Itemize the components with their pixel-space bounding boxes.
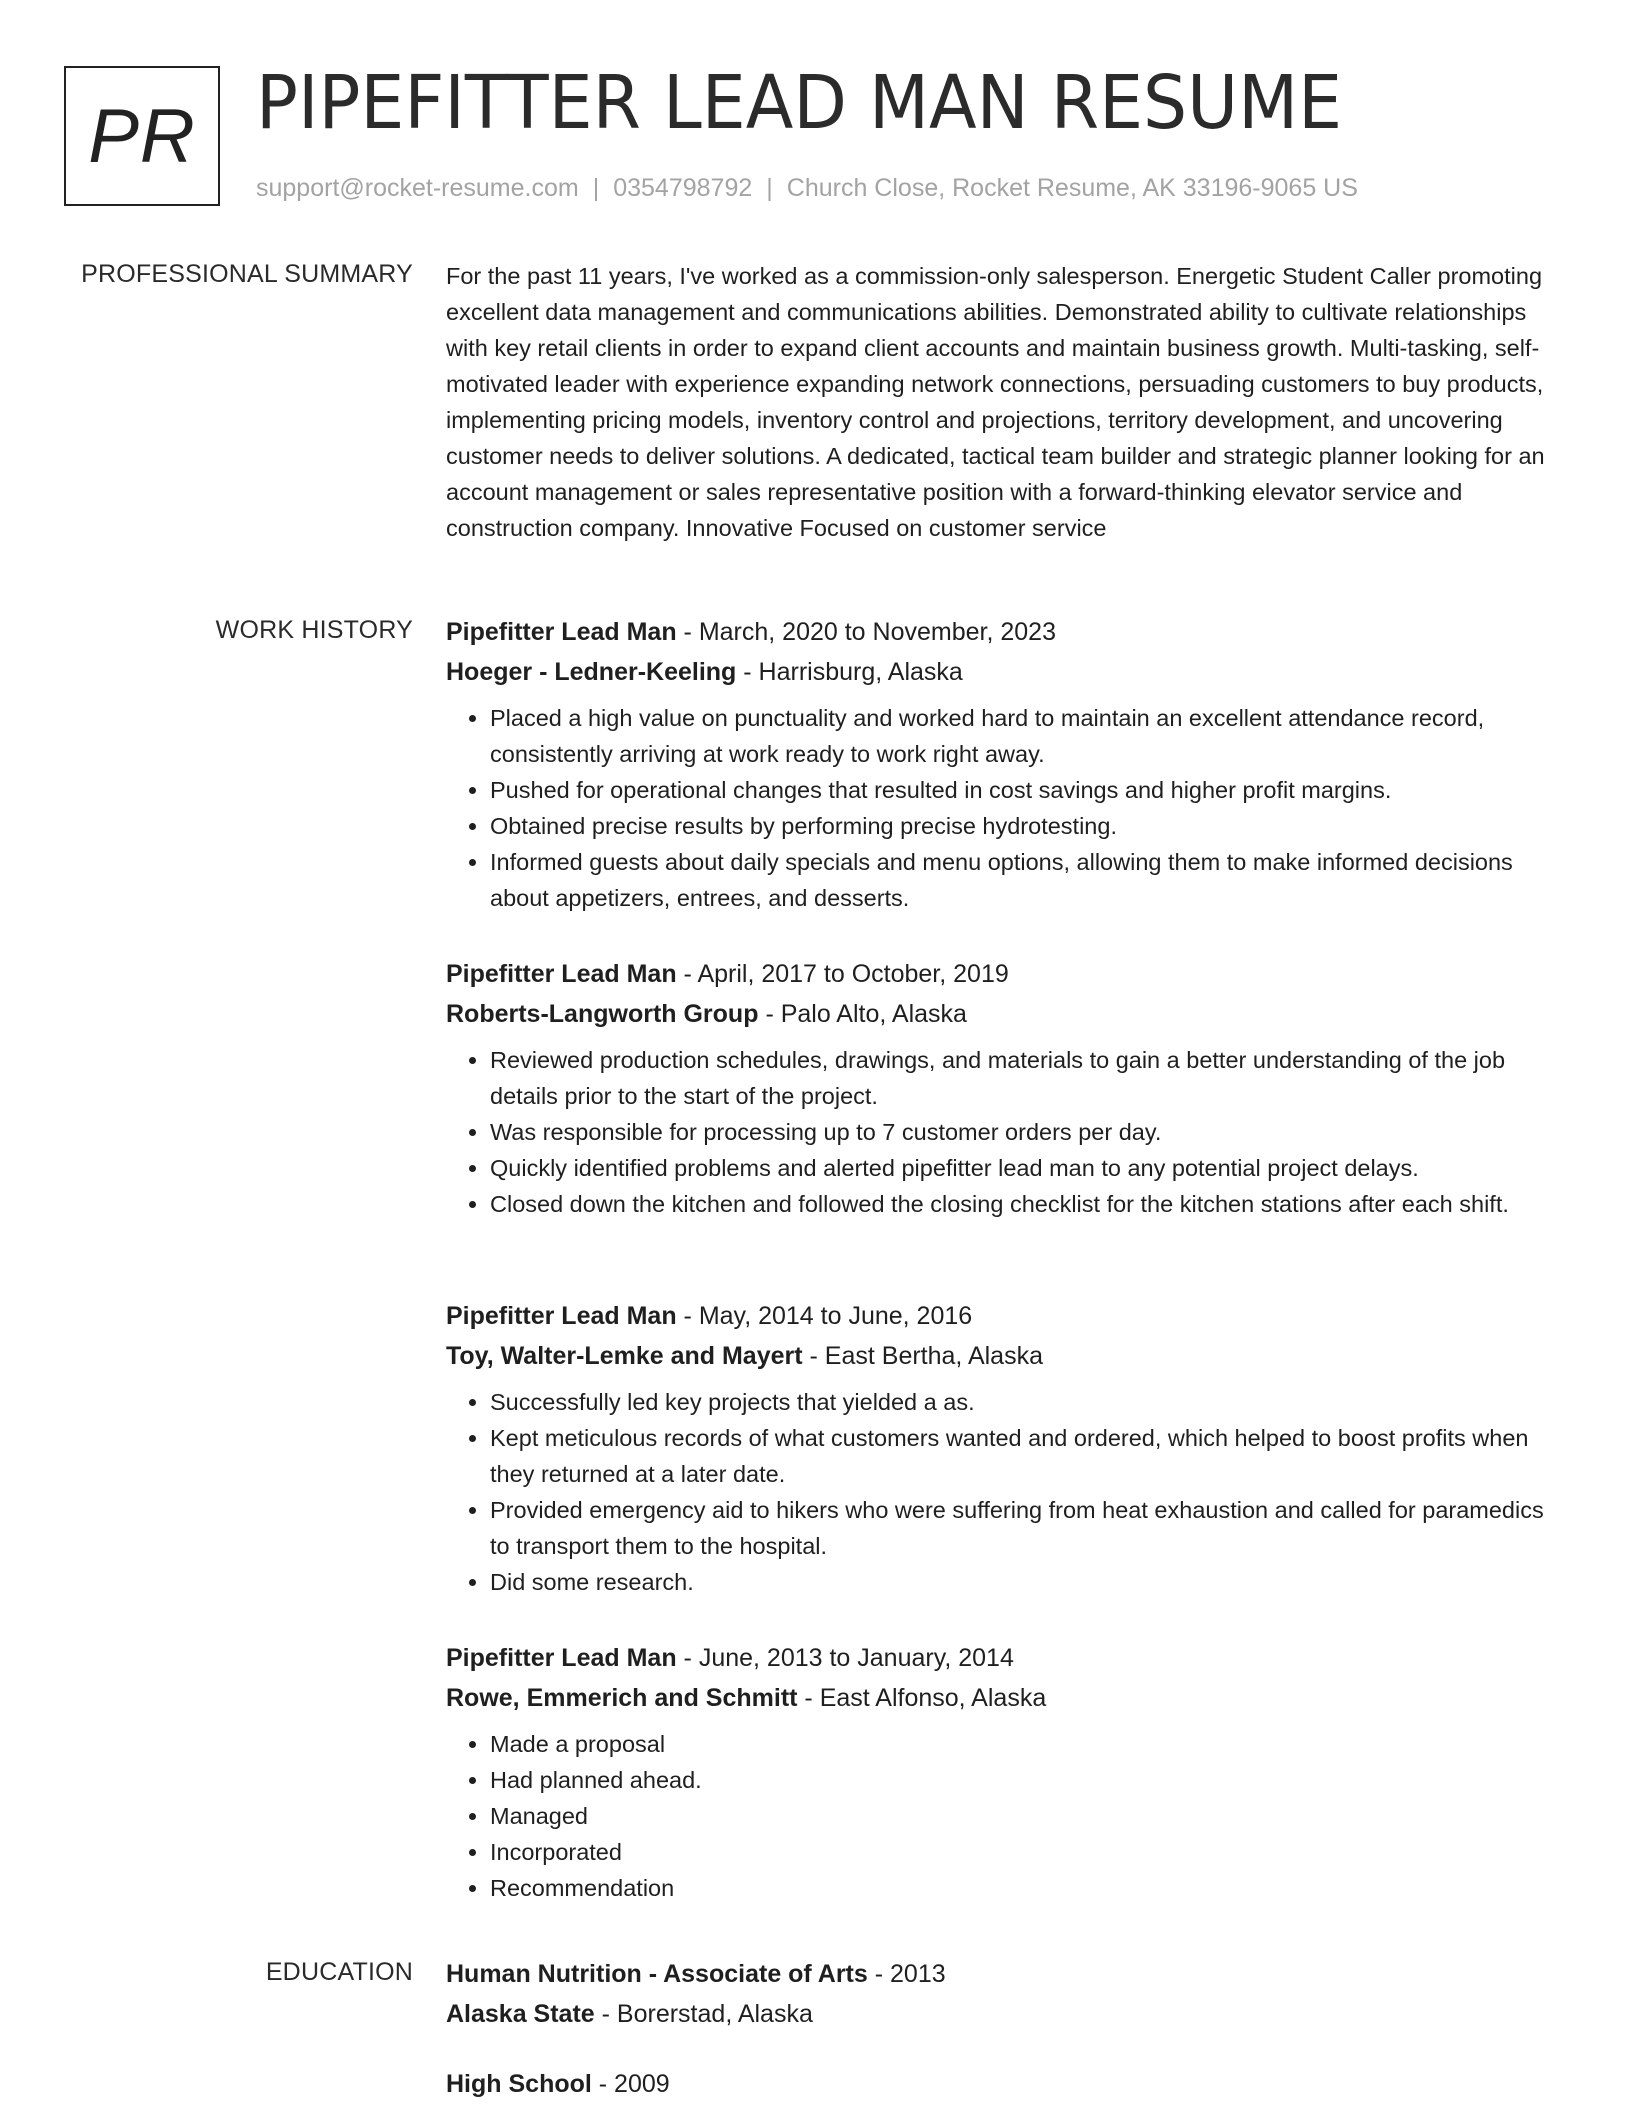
education-entry: [446, 2064, 1566, 2104]
education-degree: Human Nutrition - Associate of Arts: [446, 1960, 868, 1988]
education-school: Alaska State: [446, 2000, 595, 2028]
monogram-badge: PR: [64, 66, 220, 206]
job-company: Roberts-Langworth Group: [446, 1000, 759, 1028]
resume-title: PIPEFITTER LEAD MAN RESUME: [256, 60, 1343, 146]
contact-separator: |: [766, 174, 773, 202]
job-company-line: [446, 1336, 1566, 1376]
education-school-line: [446, 1994, 1566, 2034]
job-bullet: • Incorporated: [490, 1834, 1566, 1870]
job-bullet: • Managed: [490, 1798, 1566, 1834]
job-bullet: • Successfully led key projects that yielded a as.: [490, 1384, 1566, 1420]
job-dates: - May, 2014 to June, 2016: [683, 1302, 973, 1330]
job-title-line: [446, 1296, 1566, 1336]
job-dates: - April, 2017 to October, 2019: [683, 960, 1009, 988]
contact-line: [256, 174, 1358, 203]
job-company-line: [446, 1678, 1566, 1718]
work-section-label: WORK HISTORY: [215, 616, 413, 644]
job-bullets: [446, 1726, 1566, 1906]
job-title-line: [446, 954, 1566, 994]
job-company: Toy, Walter-Lemke and Mayert: [446, 1342, 803, 1370]
contact-separator: |: [592, 174, 600, 202]
education-location: - Borerstad, Alaska: [601, 2000, 813, 2028]
job-title-line: [446, 612, 1566, 652]
job-company: Rowe, Emmerich and Schmitt: [446, 1684, 798, 1712]
job-dates: - March, 2020 to November, 2023: [683, 618, 1056, 646]
job-entry: [446, 954, 1566, 1222]
job-bullet: • Quickly identified problems and alerted pipefitter lead man to any potential project delays.: [490, 1150, 1566, 1186]
job-bullet: • Made a proposal: [490, 1726, 1566, 1762]
summary-section: [446, 258, 1566, 546]
job-bullet: • Recommendation: [490, 1870, 1566, 1906]
summary-text: For the past 11 years, I've worked as a commission-only salesperson. Energetic Student Caller promoting excellent data management and communications abilities. Demonstrated ability to cultivate relationships with key retail clients in order to expand client accounts and maintain business growth. Multi-tasking, self-motivated leader with experience expanding network connections, persuading customers to buy products, implementing pricing models, inventory control and projections, territory development, and uncovering customer needs to deliver solutions. A dedicated, tactical team builder and strategic planner looking for an account management or sales representative position with a forward-thinking elevator service and construction company. Innovative Focused on customer service: [446, 263, 1545, 541]
job-bullet: • Informed guests about daily specials and menu options, allowing them to make informed decisions about appetizers, entrees, and desserts.: [490, 844, 1566, 916]
job-title: Pipefitter Lead Man: [446, 618, 677, 646]
job-bullet: • Obtained precise results by performing precise hydrotesting.: [490, 808, 1566, 844]
education-degree-line: [446, 1954, 1566, 1994]
job-title: Pipefitter Lead Man: [446, 1302, 677, 1330]
education-year: - 2009: [598, 2070, 670, 2098]
job-bullet: • Was responsible for processing up to 7 customer orders per day.: [490, 1114, 1566, 1150]
job-title-line: [446, 1638, 1566, 1678]
job-bullet: • Had planned ahead.: [490, 1762, 1566, 1798]
job-bullets: [446, 1042, 1566, 1222]
job-bullet: • Kept meticulous records of what customers wanted and ordered, which helped to boost profits when they returned at a later date.: [490, 1420, 1566, 1492]
job-location: - East Alfonso, Alaska: [804, 1684, 1047, 1712]
education-degree-line: [446, 2064, 1566, 2104]
job-title: Pipefitter Lead Man: [446, 1644, 677, 1672]
job-bullet: • Placed a high value on punctuality and worked hard to maintain an excellent attendance record, consistently arriving at work ready to work right away.: [490, 700, 1566, 772]
job-company: Hoeger - Ledner-Keeling: [446, 658, 737, 686]
contact-address: Church Close, Rocket Resume, AK 33196-9065 US: [786, 174, 1358, 202]
job-bullet: • Pushed for operational changes that resulted in cost savings and higher profit margins.: [490, 772, 1566, 808]
summary-section-label: PROFESSIONAL SUMMARY: [81, 260, 413, 288]
education-entry: [446, 1954, 1566, 2034]
job-company-line: [446, 652, 1566, 692]
education-section-label: EDUCATION: [265, 1958, 413, 1986]
job-company-line: [446, 994, 1566, 1034]
job-bullets: [446, 1384, 1566, 1600]
job-location: - East Bertha, Alaska: [809, 1342, 1043, 1370]
job-bullets: [446, 700, 1566, 916]
job-location: - Harrisburg, Alaska: [743, 658, 963, 686]
contact-email[interactable]: support@rocket-resume.com: [256, 174, 579, 202]
job-bullet: • Closed down the kitchen and followed the closing checklist for the kitchen stations after each shift.: [490, 1186, 1566, 1222]
education-year: - 2013: [874, 1960, 946, 1988]
education-degree: High School: [446, 2070, 592, 2098]
job-bullet: • Reviewed production schedules, drawings, and materials to gain a better understanding of the job details prior to the start of the project.: [490, 1042, 1566, 1114]
job-entry: [446, 1296, 1566, 1600]
job-entry: [446, 1638, 1566, 1906]
contact-phone[interactable]: 0354798792: [613, 174, 753, 202]
job-entry: [446, 612, 1566, 916]
job-title: Pipefitter Lead Man: [446, 960, 677, 988]
job-dates: - June, 2013 to January, 2014: [683, 1644, 1014, 1672]
job-bullet: • Provided emergency aid to hikers who were suffering from heat exhaustion and called for paramedics to transport them to the hospital.: [490, 1492, 1566, 1564]
job-location: - Palo Alto, Alaska: [765, 1000, 967, 1028]
job-bullet: • Did some research.: [490, 1564, 1566, 1600]
